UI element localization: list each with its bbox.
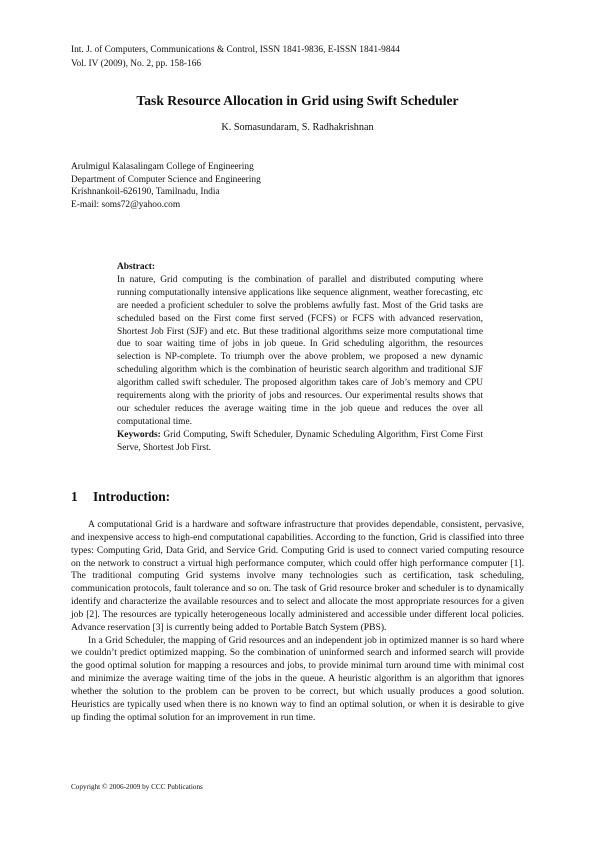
section-heading (71, 489, 170, 505)
paragraph: In a Grid Scheduler, the mapping of Grid resources and an independent job in optimized manner is so hard where we couldn’t predict optimized mapping. So the combination of uninformed search and informed search will provide the good optimal solution for mapping a resources and jobs, to provide minimal turn around time with minimal cost and minimize the average waiting time of the jobs in the queue. A heuristic algorithm is an algorithm that ignores whether the solution to the problem can be proven to be correct, but which usually produces a good solution. Heuristics are typically used when there is no known way to find an optimal solution, or when it is desirable to give up finding the optimal solution for an improvement in run time. (71, 634, 524, 723)
affiliation (71, 161, 261, 211)
affiliation-line-3: Krishnankoil-626190, Tamilnadu, India (71, 187, 220, 198)
journal-line-2: Vol. IV (2009), No. 2, pp. 158-166 (71, 59, 202, 69)
journal-header (71, 43, 400, 71)
section-title: Introduction: (93, 489, 171, 504)
body-text (71, 519, 524, 725)
abstract-block (117, 261, 483, 455)
paper-authors: K. Somasundaram, S. Radhakrishnan (221, 122, 374, 133)
affiliation-line-2: Department of Computer Science and Engineering (71, 174, 261, 185)
keywords-label: Keywords: (117, 429, 161, 440)
section-number: 1 (71, 489, 78, 504)
affiliation-email: E-mail: soms72@yahoo.com (71, 199, 181, 210)
abstract-text: In nature, Grid computing is the combination of parallel and distributed computing where running computationally intensive applications like sequence alignment, weather forecasting, etc are needed a proficient scheduler to solve the problems awfully fast. Most of the Grid tasks are scheduled based on the First come first served (FCFS) or FCFS with advanced reservation, Shortest Job First (SJF) and etc. But these traditional algorithms seize more computational time due to soar waiting time of jobs in job queue. In Grid scheduling algorithm, the resources selection is NP-complete. To triumph over the above problem, we proposed a new dynamic scheduling algorithm which is the combination of heuristic search algorithm and traditional SJF algorithm called swift scheduler. The proposed algorithm takes care of Job’s memory and CPU requirements along with the priority of jobs and resources. Our experimental results shows that our scheduler reduces the average waiting time in the job queue and reduces the over all computational time. (117, 274, 483, 427)
affiliation-line-1: Arulmigul Kalasalingam College of Engineering (71, 162, 254, 172)
keywords-text: Grid Computing, Swift Scheduler, Dynamic Scheduling Algorithm, First Come First Serve, Shortest Job First. (117, 429, 483, 453)
paragraph: A computational Grid is a hardware and software infrastructure that provides dependable, consistent, pervasive, and inexpensive access to high-end computational capabilities. According to the function, Grid is classified into three types: Computing Grid, Data Grid, and Service Grid. Computing Grid is used to connect varied computing resource on the network to construct a virtual high performance computer, which could offer high performance computer [1]. The traditional computing Grid systems involve many technologies such as certification, task scheduling, communication protocols, fault tolerance and so on. The task of Grid resource broker and scheduler is to dynamically identify and characterize the available resources and to select and allocate the most appropriate resources for a given job [2]. The resources are typically heterogeneous locally administered and accessible under different local policies. Advance reservation [3] is currently being added to Portable Batch System (PBS). (71, 519, 524, 633)
copyright-footer: Copyright © 2006-2009 by CCC Publications (71, 783, 203, 791)
journal-line-1: Int. J. of Computers, Communications & Control, ISSN 1841-9836, E-ISSN 1841-9844 (71, 45, 400, 55)
abstract-label: Abstract: (117, 262, 156, 272)
paper-title: Task Resource Allocation in Grid using Swift Scheduler (136, 93, 459, 108)
